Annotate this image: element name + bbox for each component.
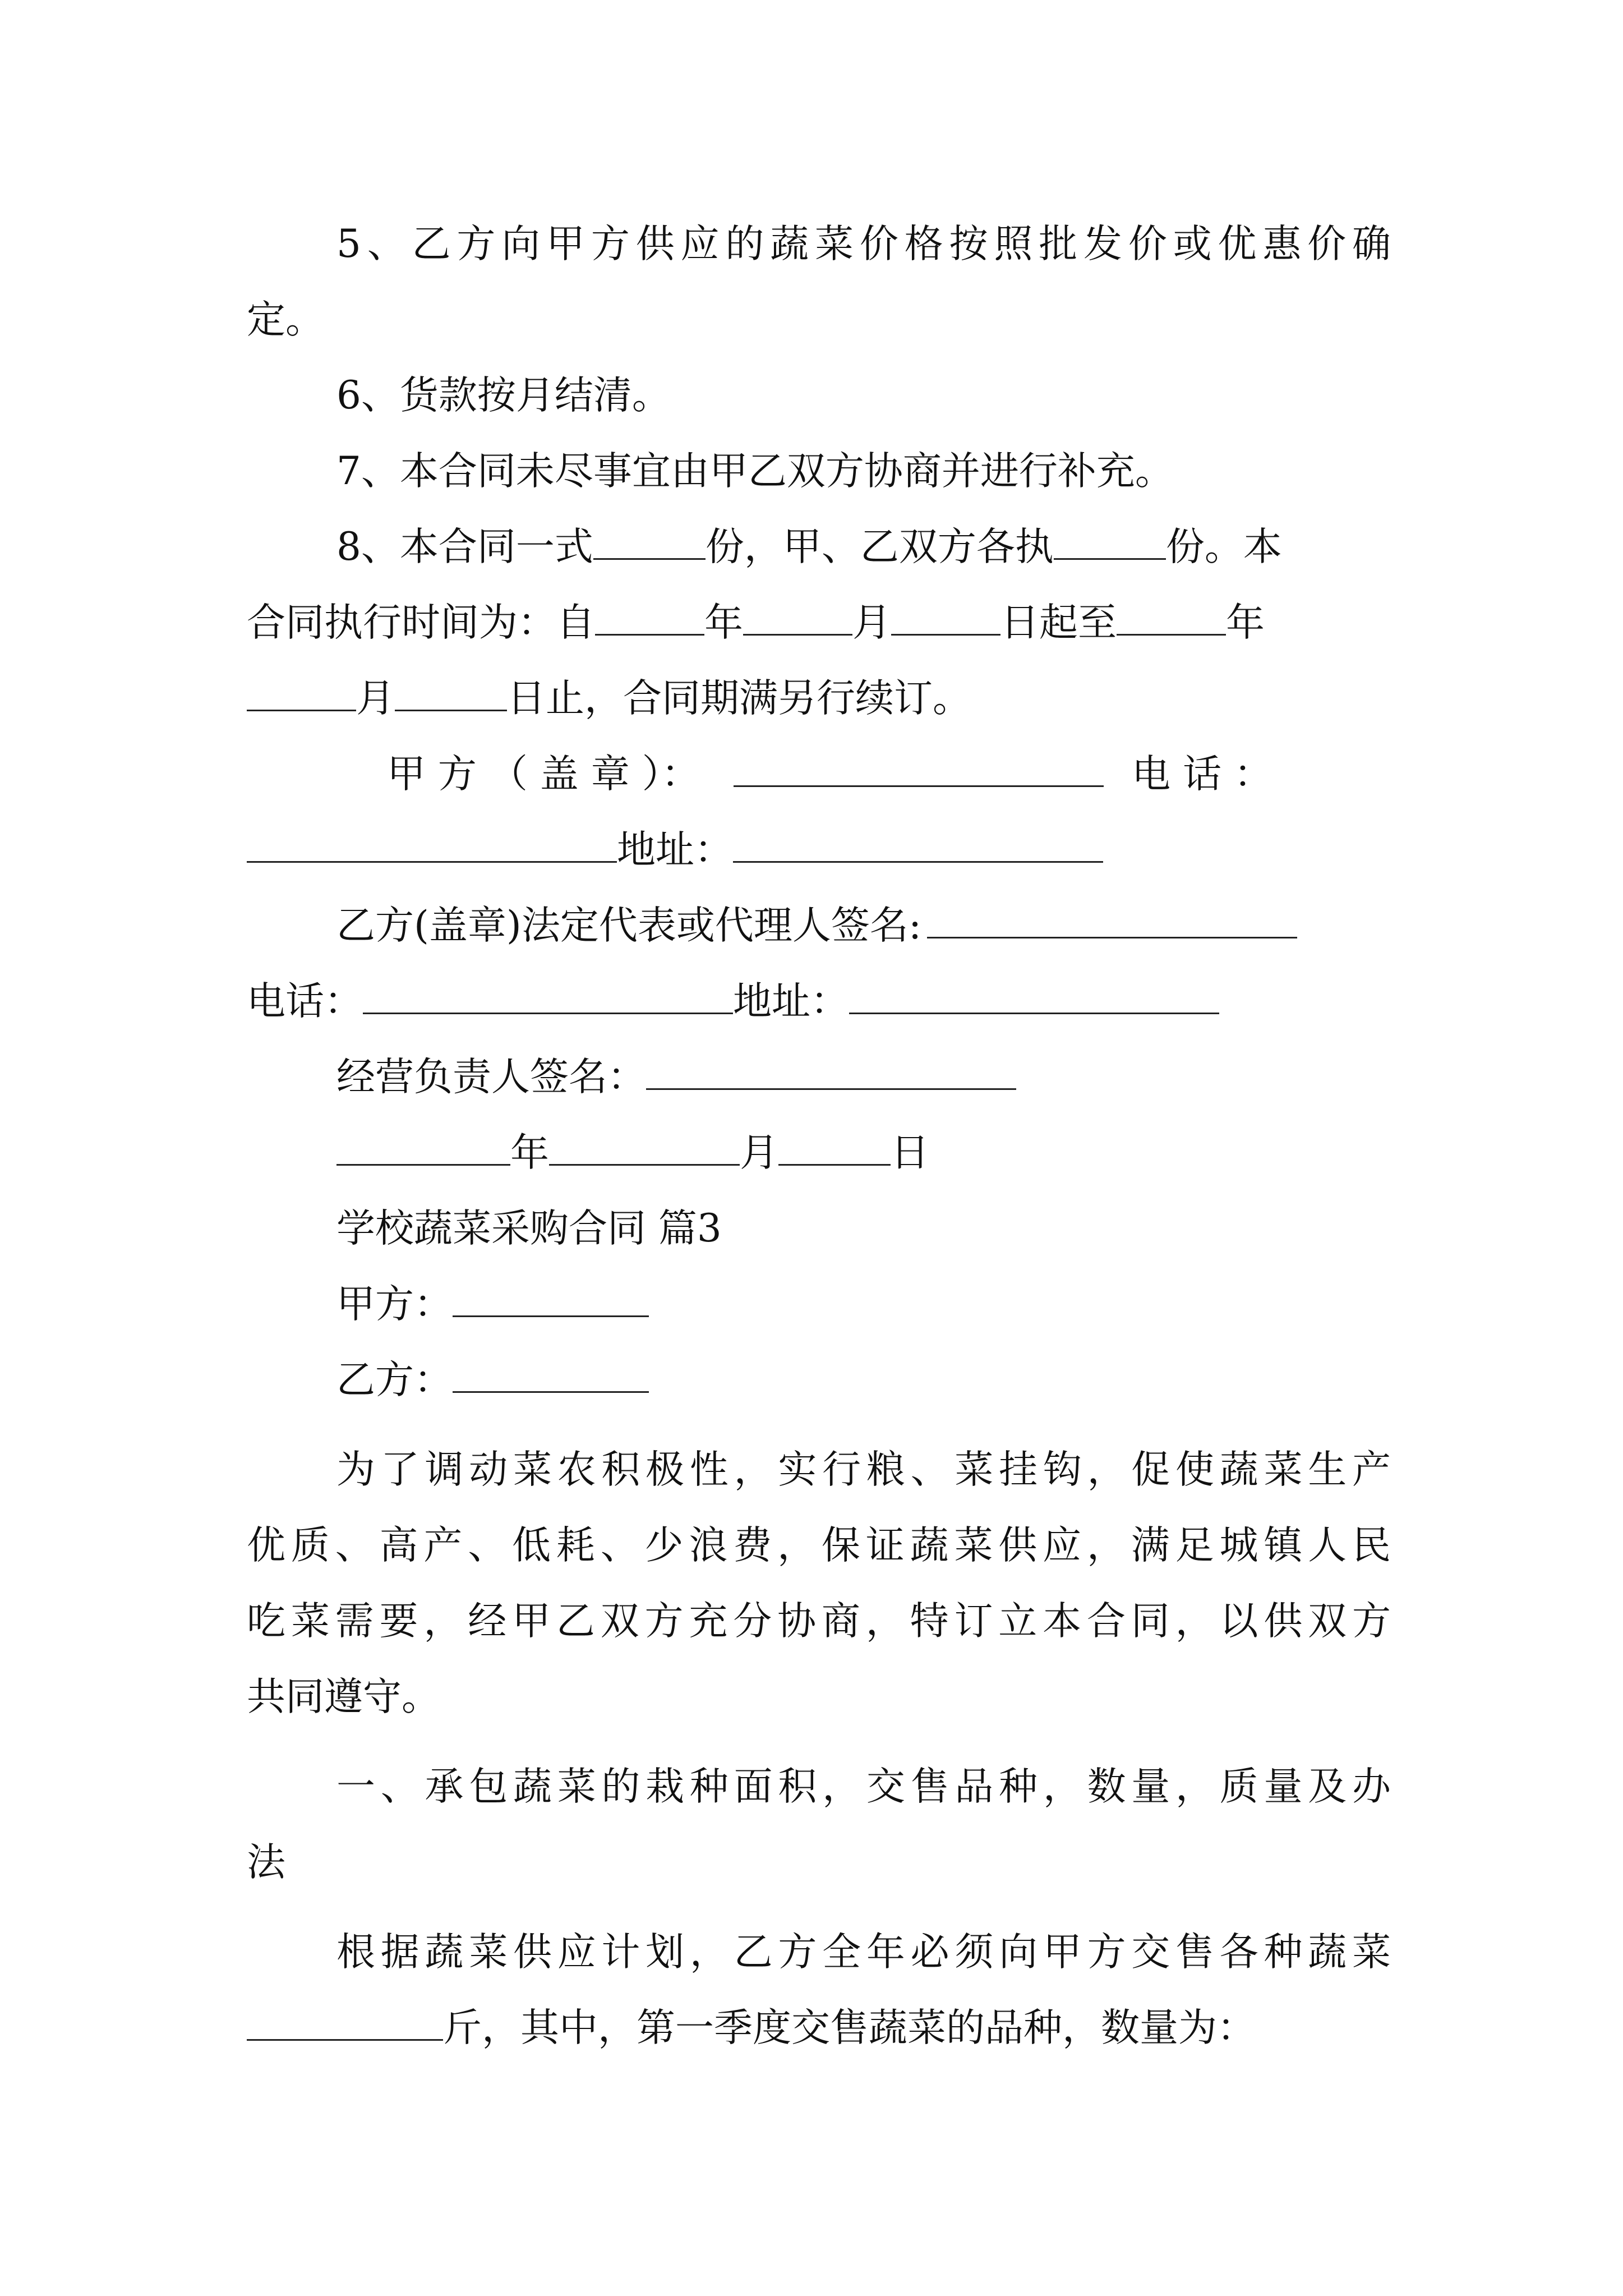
intro-line-2: 优质、高产、低耗、少浪费，保证蔬菜供应，满足城镇人民 [247, 1523, 1391, 1568]
intro-line-3: 吃菜需要，经甲乙双方充分协商，特订立本合同，以供双方 [247, 1599, 1391, 1644]
clause-8-text-f: 月 [852, 600, 891, 645]
clause-8-text-e: 年 [704, 600, 743, 645]
section-title: 学校蔬菜采购合同 篇3 [336, 1206, 722, 1251]
plan-line-1: 根据蔬菜供应计划，乙方全年必须向甲方交售各种蔬菜 [336, 1930, 1391, 1975]
start-day-blank[interactable] [891, 601, 1000, 636]
date-year-label: 年 [510, 1130, 549, 1175]
party-b-signature-blank[interactable] [927, 904, 1297, 938]
clause-8-line-3 [247, 670, 1391, 726]
party-a-label: 甲方： [336, 1282, 453, 1327]
party-b-phone-label: 电话： [247, 979, 363, 1024]
party-a-seal-blank[interactable] [734, 753, 1104, 787]
each-copies-blank[interactable] [1054, 526, 1166, 560]
clause-8-text-c: 份。本 [1165, 524, 1282, 569]
party-b-line [336, 1352, 1391, 1408]
clause-8-text-b: 份，甲、乙双方各执 [705, 524, 1054, 569]
party-a-signature-line [387, 746, 1391, 802]
party-b-contact-line [247, 973, 1391, 1029]
party-a-address-blank[interactable] [733, 829, 1103, 863]
clause-8-text-h: 年 [1226, 600, 1265, 645]
party-b-label: 乙方： [336, 1358, 453, 1402]
date-month-label: 月 [740, 1130, 778, 1175]
manager-signature-blank[interactable] [646, 1056, 1016, 1090]
clause-1-line-2: 法 [247, 1840, 285, 1885]
copies-blank[interactable] [593, 526, 706, 560]
start-year-blank[interactable] [595, 601, 704, 636]
date-line [336, 1125, 1391, 1181]
party-b-signature-label: 乙方(盖章)法定代表或代理人签名: [336, 903, 922, 948]
start-month-blank[interactable] [743, 601, 852, 636]
party-a-seal-label: 甲 方 （ 盖 章 ）： [387, 752, 700, 797]
date-month-blank[interactable] [549, 1131, 740, 1166]
clause-8-line-2 [247, 595, 1391, 651]
date-day-blank[interactable] [778, 1131, 891, 1166]
manager-signature-line [336, 1049, 1391, 1105]
party-b-address-label: 地址： [733, 979, 849, 1024]
total-quantity-blank[interactable] [247, 2007, 443, 2041]
clause-5-line-2: 定。 [247, 297, 324, 342]
clause-5-line-1: 5、乙方向甲方供应的蔬菜价格按照批发价或优惠价确 [336, 222, 1391, 266]
party-a-phone-label: 电 话 ： [1132, 752, 1273, 797]
party-b-phone-blank[interactable] [363, 980, 733, 1014]
clause-8-text-g: 日起至 [1000, 600, 1117, 645]
clause-7: 7、本合同未尽事宜由甲乙双方协商并进行补充。 [336, 449, 1174, 494]
clause-8-text-i: 月 [356, 676, 395, 721]
party-a-address-label: 地址： [617, 827, 733, 872]
party-b-signature-line [336, 898, 1391, 954]
clause-8-text-d: 合同执行时间为：自 [247, 600, 595, 645]
clause-8-text-j: 日止，合同期满另行续订。 [507, 676, 971, 721]
clause-1-line-1: 一、承包蔬菜的栽种面积，交售品种，数量，质量及办 [336, 1764, 1391, 1809]
party-a-phone-blank[interactable] [247, 829, 617, 863]
intro-line-1: 为了调动菜农积极性，实行粮、菜挂钩，促使蔬菜生产 [336, 1447, 1391, 1492]
end-day-blank[interactable] [395, 677, 507, 711]
clause-8-text-a: 8、本合同一式 [336, 524, 593, 569]
party-a-name-blank[interactable] [453, 1283, 649, 1317]
date-day-label: 日 [891, 1130, 929, 1175]
date-year-blank[interactable] [336, 1131, 510, 1166]
plan-line-2-text: 斤，其中，第一季度交售蔬菜的品种，数量为： [443, 2005, 1256, 2050]
end-month-blank[interactable] [247, 677, 356, 711]
plan-line-2 [247, 2000, 1391, 2056]
party-b-address-blank[interactable] [849, 980, 1219, 1014]
end-year-blank[interactable] [1117, 601, 1226, 636]
party-a-line [336, 1276, 1391, 1332]
intro-line-4: 共同遵守。 [247, 1674, 440, 1719]
manager-signature-label: 经营负责人签名： [336, 1055, 646, 1099]
party-b-name-blank[interactable] [453, 1359, 649, 1393]
clause-6: 6、货款按月结清。 [336, 373, 671, 418]
clause-8-line-1 [336, 519, 1391, 575]
party-a-address-line [247, 822, 1391, 878]
